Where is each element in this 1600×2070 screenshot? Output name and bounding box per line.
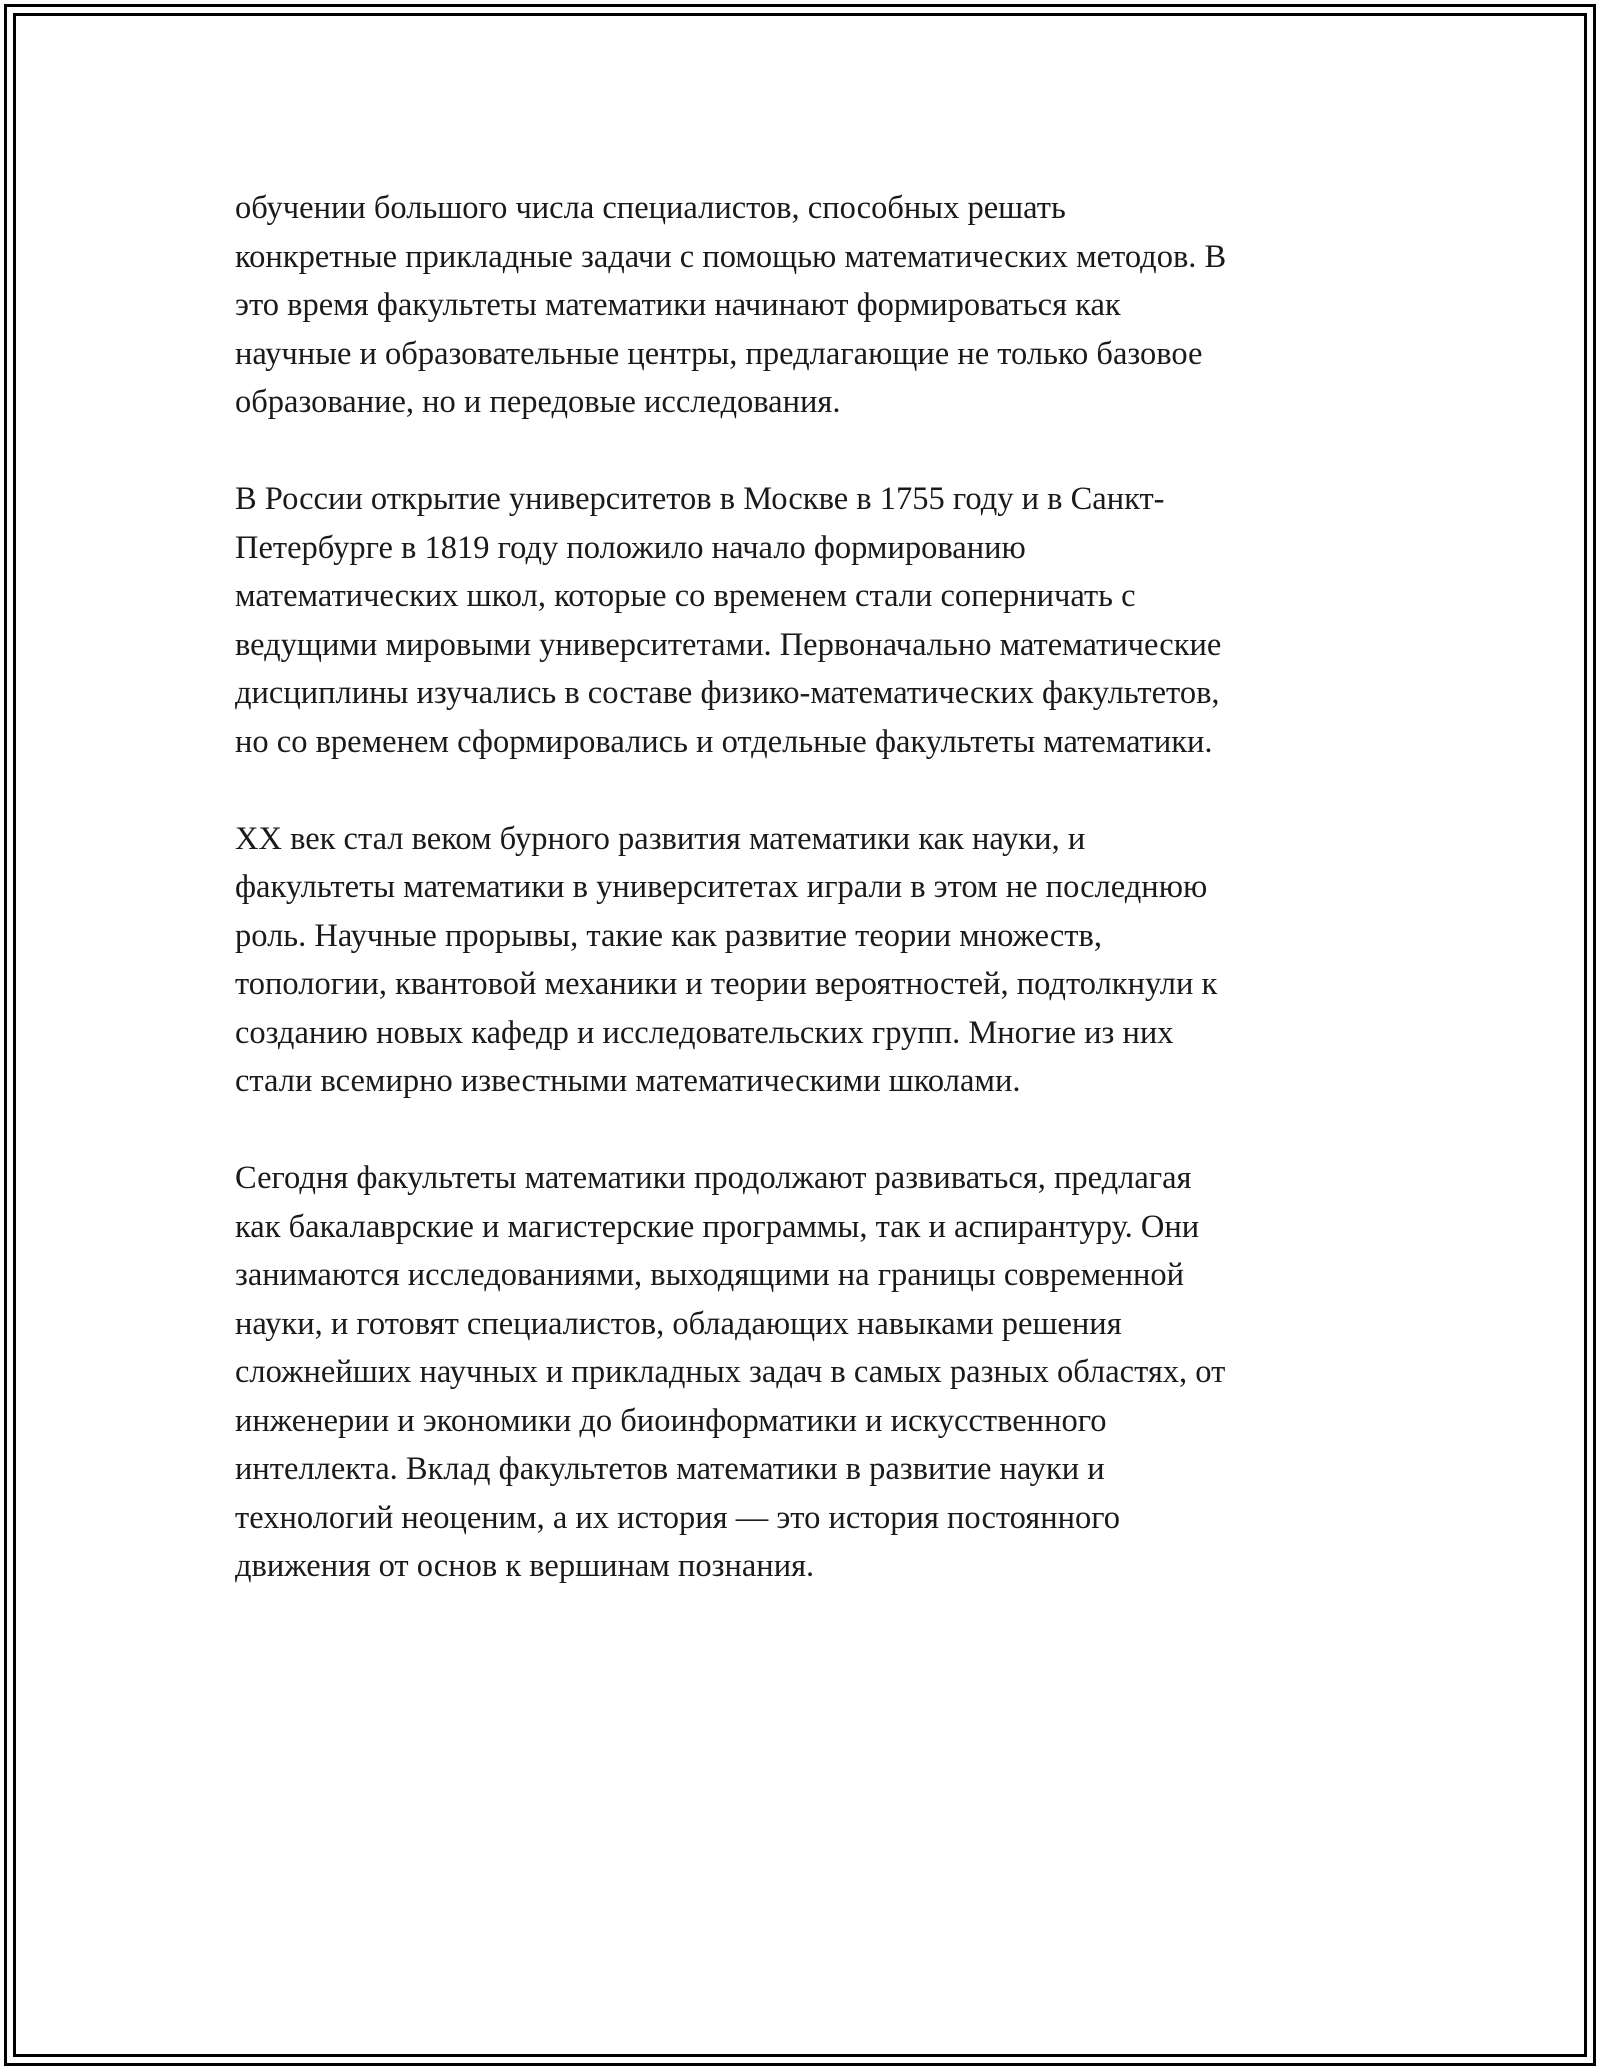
paragraph-2: В России открытие университетов в Москве в 1755 году и в Санкт- Петербурге в 1819 году положило начало формированию математических школ, которые со временем стали соперничать с ведущими мировыми университетами. Первоначально математические дисциплины изучались в составе физико-математических факультетов, но со временем сформировались и отдельные факультеты математики. bbox=[235, 481, 1222, 760]
document-body bbox=[235, 184, 1375, 1591]
paragraph-1: обучении большого числа специалистов, способных решать конкретные прикладные задачи с помощью математических методов. В это время факультеты математики начинают формироваться как научные и образовательные центры, предлагающие не только базовое образование, но и передовые исследования. bbox=[235, 190, 1227, 420]
paragraph-3: XX век стал веком бурного развития математики как науки, и факультеты математики в университетах играли в этом не последнюю роль. Научные прорывы, такие как развитие теории множеств, топологии, квантовой механики и теории вероятностей, подтолкнули к созданию новых кафедр и исследовательских групп. Многие из них стали всемирно известными математическими школами. bbox=[235, 820, 1218, 1099]
paragraph-4: Сегодня факультеты математики продолжают развиваться, предлагая как бакалаврские и магистерские программы, так и аспирантуру. Они занимаются исследованиями, выходящими на границы современной науки, и готовят специалистов, обладающих навыками решения сложнейших научных и прикладных задач в самых разных областях, от инженерии и экономики до биоинформатики и искусственного интеллекта. Вклад факультетов математики в развитие науки и технологий неоценим, а их история — это история постоянного движения от основ к вершинам познания. bbox=[235, 1160, 1226, 1584]
